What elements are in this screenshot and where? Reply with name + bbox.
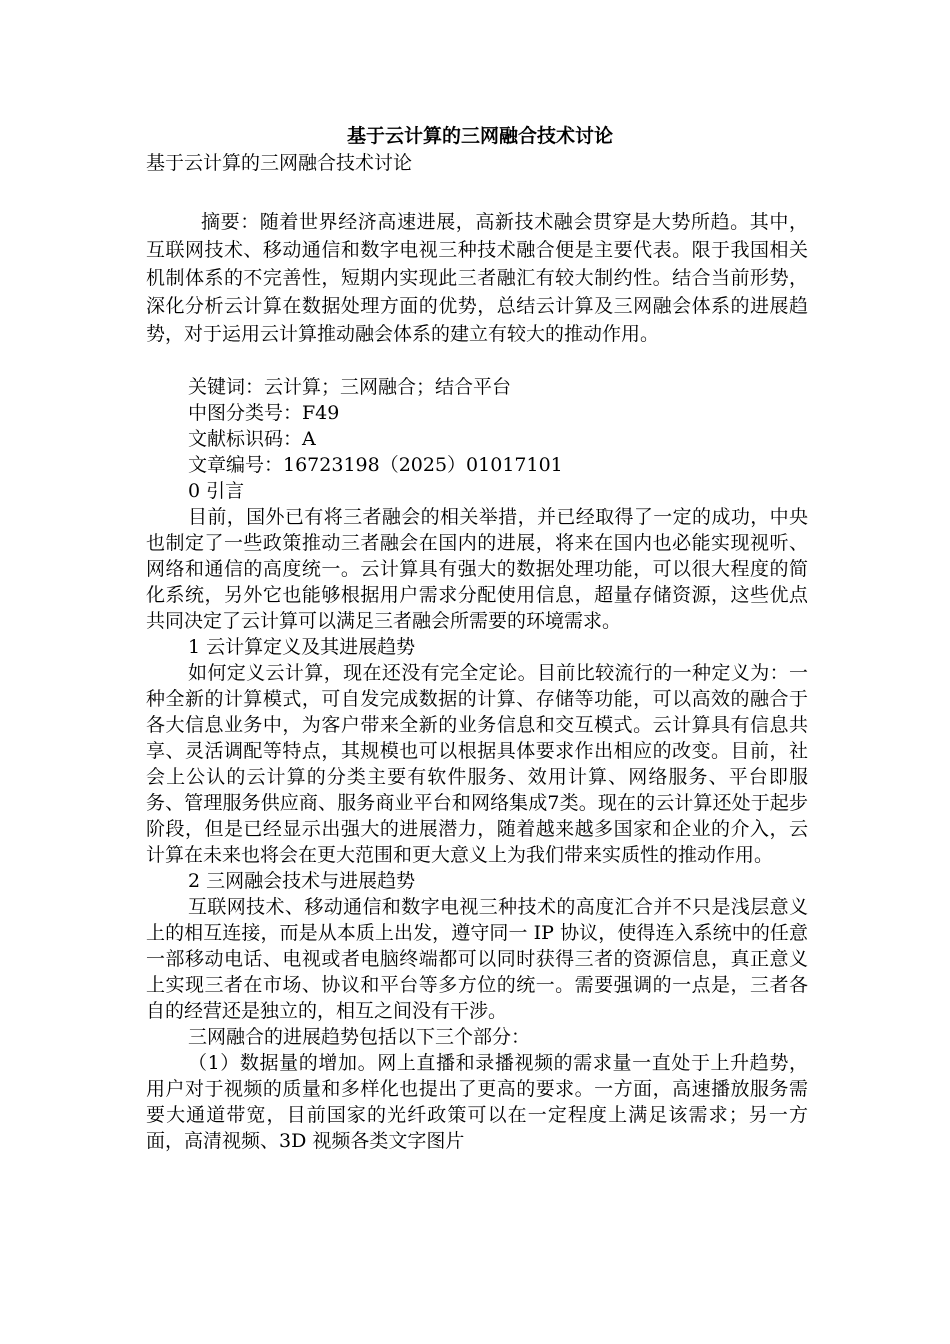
triple-play-paragraph-3: （1）数据量的增加。网上直播和录播视频的需求量一直处于上升趋势，用户对于视频的质量和多样化也提出了更高的要求。一方面，高速播放服务需要大通道带宽，目前国家的光纤政策可以在一定程度上满足该需求；另一方面，高清视频、3D 视频各类文字图片 <box>146 1052 808 1152</box>
spacer <box>146 348 808 374</box>
abstract-paragraph: 摘要：随着世界经济高速进展，高新技术融会贯穿是大势所趋。其中，互联网技术、移动通信和数字电视三种技术融合便是主要代表。限于我国相关机制体系的不完善性，短期内实现此三者融汇有较大制约性。结合当前形势，深化分析云计算在数据处理方面的优势，总结云计算及三网融会体系的进展趋势，对于运用云计算推动融会体系的建立有较大的推动作用。 <box>146 211 808 345</box>
section-heading-triple-play: 2 三网融会技术与进展趋势 <box>188 870 416 892</box>
document-body <box>146 122 808 1154</box>
document-title: 基于云计算的三网融合技术讨论 <box>346 125 613 147</box>
clc-number-line: 中图分类号：F49 <box>188 402 340 424</box>
document-code-line: 文献标识码：A <box>188 428 316 450</box>
section-heading-cloud-computing: 1 云计算定义及其进展趋势 <box>188 636 416 658</box>
triple-play-paragraph-1: 互联网技术、移动通信和数字电视三种技术的高度汇合并不只是浅层意义上的相互连接，而是从本质上出发，遵守同一 IP 协议，使得连入系统中的任意一部移动电话、电视或者电脑终端都可以同时获得三者的资源信息，真正意义上实现三者在市场、协议和平台等多方位的统一。需要强调的一点是，三者各自的经营还是独立的，相互之间没有干涉。 <box>146 896 808 1022</box>
article-number-line: 文章编号：16723198（2025）01017101 <box>188 454 563 476</box>
section-heading-introduction: 0 引言 <box>188 480 245 502</box>
cloud-computing-paragraph: 如何定义云计算，现在还没有完全定论。目前比较流行的一种定义为：一种全新的计算模式，可自发完成数据的计算、存储等功能，可以高效的融合于各大信息业务中，为客户带来全新的业务信息和交互模式。云计算具有信息共享、灵活调配等特点，其规模也可以根据具体要求作出相应的改变。目前，社会上公认的云计算的分类主要有软件服务、效用计算、网络服务、平台即服务、管理服务供应商、服务商业平台和网络集成7类。现在的云计算还处于起步阶段，但是已经显示出强大的进展潜力，随着越来越多国家和企业的介入，云计算在未来也将会在更大范围和更大意义上为我们带来实质性的推动作用。 <box>146 662 808 866</box>
document-subtitle: 基于云计算的三网融合技术讨论 <box>146 152 413 174</box>
introduction-paragraph: 目前，国外已有将三者融会的相关举措，并已经取得了一定的成功，中央也制定了一些政策推动三者融会在国内的进展，将来在国内也必能实现视听、网络和通信的高度统一。云计算具有强大的数据处理功能，可以很大程度的简化系统，另外它也能够根据用户需求分配使用信息，超量存储资源，这些优点共同决定了云计算可以满足三者融会所需要的环境需求。 <box>146 506 808 632</box>
triple-play-paragraph-2: 三网融合的进展趋势包括以下三个部分： <box>188 1026 531 1048</box>
keywords-line: 关键词：云计算；三网融合；结合平台 <box>188 376 512 398</box>
spacer <box>146 176 808 198</box>
